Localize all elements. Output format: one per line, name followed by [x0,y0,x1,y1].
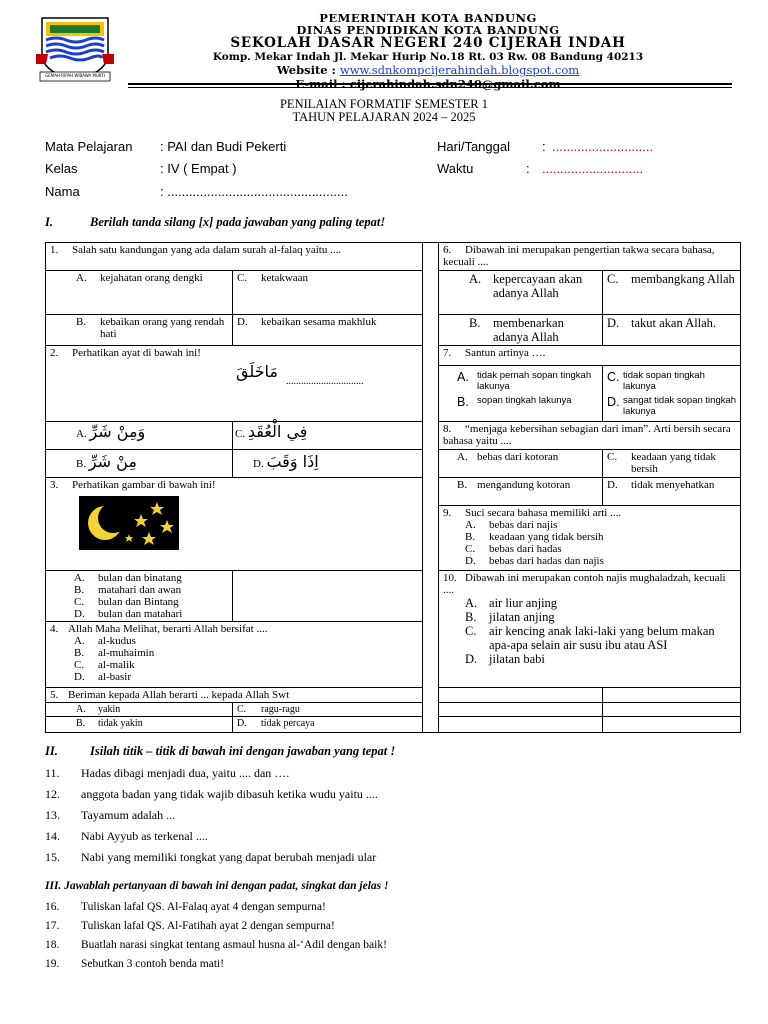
q4-option-c[interactable] [50,659,418,671]
q6-text-c: membangkang Allah [631,272,735,286]
q8-letter-c: C. [607,451,618,463]
q5-letter-d: D. [237,718,247,729]
q7-question [439,346,741,366]
q10-text: Dibawah ini merupakan contoh najis mughaladzah, kecuali .... [443,572,726,596]
q9-text-c: bebas dari hadas [489,543,562,555]
q3-text-d: bulan dan matahari [98,608,183,620]
letterhead-text [128,12,728,91]
lh-school-name: SEKOLAH DASAR NEGERI 240 CIJERAH INDAH [230,35,626,51]
q7-text-c: tidak sopan tingkah lakunya [623,370,705,392]
q3-letter-a: A. [74,572,85,584]
essay-item [45,939,387,958]
value-hari[interactable]: ............................ [552,139,654,154]
q10-letter-c: C. [465,624,477,638]
fill-in-item [45,829,378,850]
q7-letter-c: C. [607,370,620,384]
essay-item-text: Sebutkan 3 contoh benda mati! [81,958,225,970]
fill-in-item [45,787,378,808]
q8-letter-d: D. [607,479,618,491]
q10-option-d[interactable] [443,652,736,666]
q2-text-c: فِي الْعُقَدِ [247,422,308,441]
q4-option-a[interactable] [50,635,418,647]
q10-number: 10. [443,572,457,584]
fill-in-item [45,850,378,871]
q2-text-d: اِذَا وَقَبَ [266,452,319,471]
q1-letter-a: A. [76,272,87,284]
q4-letter-a: A. [74,635,85,647]
value-kelas: : IV ( Empat ) [160,161,237,176]
q9-letter-c: C. [465,543,476,555]
q4-text: Allah Maha Melihat, berarti Allah bersifat .... [68,623,268,635]
q1-letter-d: D. [237,316,248,328]
exam-title-line2: TAHUN PELAJARAN 2024 – 2025 [292,110,476,124]
fill-in-list [45,766,378,871]
exam-title-line1: PENILAIAN FORMATIF SEMESTER 1 [279,97,488,111]
q1-option-b[interactable] [46,315,233,346]
multiple-choice-table [45,242,741,733]
q8-text: “menjaga kebersihan sebagian dari iman”. Arti bersih secara bahasa yaitu .... [443,423,731,447]
table-spacer-column [423,243,439,733]
q7-letter-a: A. [457,370,469,384]
q9-number: 9. [443,507,452,519]
q7-number: 7. [443,347,452,359]
q3-number: 3. [50,479,59,491]
q2-text-a: وَمِنْ شَرِّ [89,422,146,441]
q7-letter-d: D. [607,395,620,409]
q10-option-c[interactable] [443,624,736,652]
q8-text-c: keadaan yang tidak bersih [631,451,716,475]
q3-options [46,571,233,622]
q5-text: Beriman kepada Allah berarti ... kepada Allah Swt [68,689,290,701]
q4-text-c: al-malik [98,659,135,671]
q8-text-b: mengandung kotoran [477,479,571,491]
q2-letter-d: D. [253,458,264,470]
value-nama[interactable]: : .................................................. [160,184,348,199]
q6-option-d[interactable] [603,315,741,346]
q7-text-a: tidak pernah sopan tingkah lakunya [477,370,592,392]
q3-question [46,478,423,571]
q6-text-d: takut akan Allah. [631,316,717,330]
q2-option-c[interactable] [233,422,423,450]
q6-option-b[interactable] [439,315,603,346]
fill-in-item-number: 11. [45,766,60,780]
letterhead [0,8,768,91]
empty-cell-r1a [439,688,603,703]
q5-question [46,688,423,703]
q1-option-c[interactable] [233,271,423,315]
q9-text-b: keadaan yang tidak bersih [489,531,604,543]
exam-title [0,98,768,124]
label-mapel: Mata Pelajaran [45,139,133,154]
q9-letter-b: B. [465,531,476,543]
essay-item-text: Buatlah narasi singkat tentang asmaul husna al-‘Adil dengan baik! [81,939,387,951]
q6-letter-b: B. [469,316,481,330]
q6-letter-c: C. [607,272,619,286]
q1-text-d: kebaikan sesama makhluk [261,316,377,328]
fill-in-item [45,766,378,787]
q10-text-c: air kencing anak laki-laki yang belum makan apa-apa selain air susu ibu atau ASI [489,624,715,652]
fill-in-item-number: 14. [45,829,60,843]
essay-item-number: 16. [45,901,60,913]
label-nama: Nama [45,184,80,199]
q6-option-c[interactable] [603,271,741,315]
q6-number: 6. [443,244,452,256]
q7-options-left [439,366,603,422]
q9-text: Suci secara bahasa memiliki arti .... [465,507,622,519]
q10-option-b[interactable] [443,610,736,624]
lh-government: PEMERINTAH KOTA BANDUNG [319,11,537,25]
lh-email[interactable]: E-mail : cijerahindah.sdn240@gmail.com [295,77,561,91]
section3-instruction: III. Jawablah pertanyaan di bawah ini dengan padat, singkat dan jelas ! [45,880,389,892]
q10-option-a[interactable] [443,596,736,610]
q7-option-c[interactable] [607,370,736,392]
q8-option-b[interactable] [439,478,603,506]
q9-block [439,506,741,571]
letterhead-rule-thin [128,87,732,88]
moon-stars-image [79,496,179,550]
q4-letter-d: D. [74,671,85,683]
section1-instruction: Berilah tanda silang [x] pada jawaban yang paling tepat! [90,215,386,229]
fill-in-item-text: Nabi yang memiliki tongkat yang dapat berubah menjadi ular [81,850,377,864]
q8-text-a: bebas dari kotoran [477,451,559,463]
q10-block [439,571,741,688]
q8-number: 8. [443,423,452,435]
essay-item-text: Tuliskan lafal QS. Al-Falaq ayat 4 dengan sempurna! [81,901,326,913]
q9-text-d: bebas dari hadas dan najis [489,555,604,567]
q3-option-d[interactable] [74,608,228,620]
q10-letter-d: D. [465,652,478,666]
q4-letter-c: C. [74,659,85,671]
fill-in-item-number: 12. [45,787,60,801]
q10-letter-a: A. [465,596,478,610]
q8-question [439,422,741,450]
essay-item [45,958,387,977]
q5-text-d: tidak percaya [261,718,315,729]
lh-address: Komp. Mekar Indah Jl. Mekar Hurip No.18 Rt. 03 Rw. 08 Bandung 40213 [212,51,644,63]
label-waktu: Waktu [437,161,474,176]
q4-option-d[interactable] [50,671,418,683]
q5-letter-b: B. [76,718,86,729]
q3-empty-cell [233,571,423,622]
fill-in-item-text: anggota badan yang tidak wajib dibasuh ketika wudu yaitu .... [81,787,378,801]
q3-option-a[interactable] [74,572,228,584]
q1-option-a[interactable] [46,271,233,315]
essay-item-number: 17. [45,920,60,932]
q10-text-a: air liur anjing [489,596,558,610]
q6-letter-a: A. [469,272,482,286]
q2-option-a[interactable] [46,422,233,450]
q10-text-d: jilatan babi [489,652,545,666]
q4-letter-b: B. [74,647,85,659]
section2-instruction: Isilah titik – titik di bawah ini dengan jawaban yang tepat ! [90,744,396,758]
q7-text: Santun artinya …. [465,347,546,359]
empty-cell-r2a [439,703,603,717]
q7-option-d[interactable] [607,395,736,417]
q3-option-c[interactable] [74,596,228,608]
value-mapel: : PAI dan Budi Pekerti [160,139,287,154]
q1-text-c: ketakwaan [261,272,309,284]
q7-text-b: sopan tingkah lakunya [477,395,572,406]
q8-option-a[interactable] [439,450,603,478]
q5-text-a: yakin [98,704,121,715]
q4-text-d: al-basir [98,671,131,683]
essay-item-text: Tuliskan lafal QS. Al-Fatihah ayat 2 dengan sempurna! [81,920,335,932]
q4-text-a: al-kudus [98,635,136,647]
q5-text-c: ragu-ragu [261,704,300,715]
q9-option-a[interactable] [443,519,736,531]
q1-text: Salah satu kandungan yang ada dalam surah al-falaq yaitu .... [72,244,342,256]
q3-letter-b: B. [74,584,85,596]
q9-letter-d: D. [465,555,476,567]
q2-text: Perhatikan ayat di bawah ini! [72,347,201,359]
essay-item-number: 18. [45,939,60,951]
q1-number: 1. [50,244,59,256]
q2-letter-c: C. [235,428,246,440]
q7-letter-b: B. [457,395,469,409]
q6-text: Dibawah ini merupakan pengertian takwa secara bahasa, kecuali .... [443,244,715,268]
q6-text-a: kepercayaan akan adanya Allah [493,272,583,300]
empty-cell-r3a [439,717,603,733]
letterhead-rule-thick [128,83,732,85]
q3-text-b: matahari dan awan [98,584,182,596]
q9-letter-a: A. [465,519,476,531]
lh-department: DINAS PENDIDIKAN KOTA BANDUNG [296,23,560,37]
q1-letter-b: B. [76,316,87,328]
q1-question [46,243,423,271]
q2-option-d[interactable] [233,450,423,478]
q5-option-d[interactable] [233,717,423,733]
empty-cell-r1b [603,688,741,703]
q2-blank: ............................... [286,376,364,387]
website-label: Website : [276,63,336,77]
q5-text-b: tidak yakin [98,718,143,729]
q2-number: 2. [50,347,59,359]
q2-letter-b: B. [76,458,87,470]
q8-option-d[interactable] [603,478,741,506]
fill-in-item-number: 13. [45,808,60,822]
colon-waktu: : [526,161,530,176]
q4-text-b: al-muhaimin [98,647,155,659]
website-link[interactable]: www.sdnkompcijerahindah.blogspot.com [339,63,580,77]
q3-letter-d: D. [74,608,85,620]
essay-list [45,901,387,977]
value-waktu[interactable]: ............................ [542,161,644,176]
q9-text-a: bebas dari najis [489,519,558,531]
fill-in-item-text: Nabi Ayyub as terkenal .... [81,829,208,843]
q1-option-d[interactable] [233,315,423,346]
q10-letter-b: B. [465,610,477,624]
q5-option-b[interactable] [46,717,233,733]
essay-item-number: 19. [45,958,60,970]
fill-in-item-text: Tayamum adalah ... [81,808,176,822]
q6-text-b: membenarkan adanya Allah [493,316,564,344]
q1-text-b: kebaikan orang yang rendah hati [100,316,225,340]
fill-in-item-number: 15. [45,850,60,864]
q5-option-c[interactable] [233,703,423,717]
logo-motto: GEMAH RIPAH WIBAWA MUKTI [45,73,105,78]
empty-cell-r3b [603,717,741,733]
q9-option-d[interactable] [443,555,736,567]
q5-option-a[interactable] [46,703,233,717]
q2-letter-a: A. [76,428,87,440]
q10-text-b: jilatan anjing [489,610,555,624]
q2-text-b: مِنْ شَرِّ [88,452,137,471]
q9-option-c[interactable] [443,543,736,555]
colon-hari: : [542,139,546,154]
q5-letter-a: A. [76,704,86,715]
section1-number: I. [45,215,53,229]
essay-item [45,920,387,939]
q2-question [46,346,423,422]
q1-text-a: kejahatan orang dengki [100,272,203,284]
fill-in-item [45,808,378,829]
q3-letter-c: C. [74,596,85,608]
empty-cell-r2b [603,703,741,717]
q5-letter-c: C. [237,704,247,715]
essay-item [45,901,387,920]
q1-letter-c: C. [237,272,248,284]
q3-text-c: bulan dan Bintang [98,596,179,608]
fill-in-item-text: Hadas dibagi menjadi dua, yaitu .... dan …. [81,766,290,780]
q7-options-right [603,366,741,422]
q4-option-b[interactable] [50,647,418,659]
q7-text-d: sangat tidak sopan tingkah lakunya [623,395,737,417]
q4-block [46,622,423,688]
label-hari: Hari/Tanggal [437,139,510,154]
label-kelas: Kelas [45,161,78,176]
q6-letter-d: D. [607,316,620,330]
q2-option-b[interactable] [46,450,233,478]
q8-letter-b: B. [457,479,468,491]
q3-option-b[interactable] [74,584,228,596]
q9-option-b[interactable] [443,531,736,543]
q3-text-a: bulan dan binatang [98,572,182,584]
q7-option-a[interactable] [457,370,598,392]
q8-letter-a: A. [457,451,468,463]
q3-text: Perhatikan gambar di bawah ini! [72,479,216,491]
section2-number: II. [45,744,58,758]
q8-text-d: tidak menyehatkan [631,479,715,491]
q6-question [439,243,741,271]
lh-website [128,64,728,77]
q6-option-a[interactable] [439,271,603,315]
q8-option-c[interactable] [603,450,741,478]
q7-option-b[interactable] [457,395,598,409]
q4-number: 4. [50,623,59,635]
q2-ayat: مَاخَلَقَ [236,362,278,381]
q5-number: 5. [50,689,59,701]
